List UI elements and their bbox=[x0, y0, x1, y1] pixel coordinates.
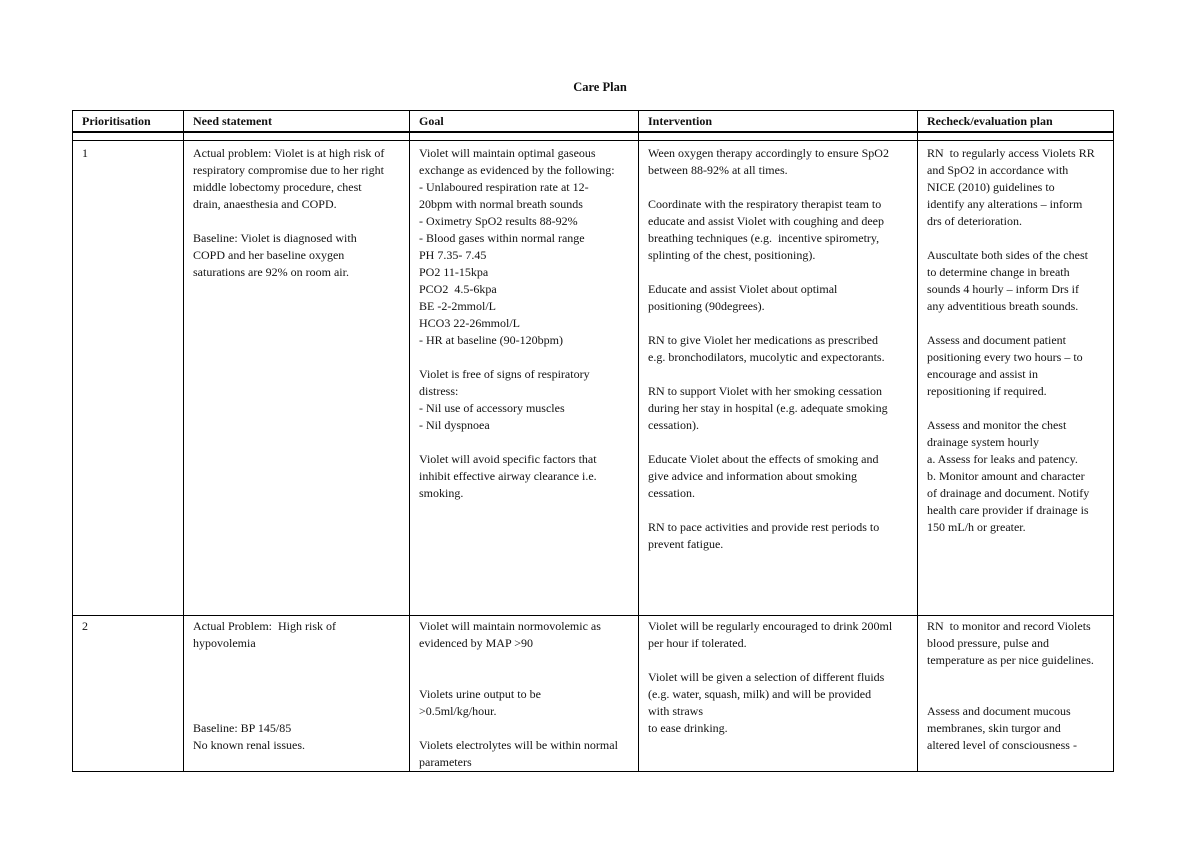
cell-text-line: - Blood gases within normal range bbox=[419, 231, 585, 245]
cell-text-line: inhibit effective airway clearance i.e. bbox=[419, 469, 597, 483]
cell-text-line: a. Assess for leaks and patency. bbox=[927, 452, 1078, 466]
cell-text-line: of drainage and document. Notify bbox=[927, 486, 1090, 500]
cell-text-line bbox=[648, 502, 911, 519]
cell-text-line: positioning (90degrees). bbox=[648, 299, 765, 313]
cell-text-line: Violet will maintain optimal gaseous bbox=[419, 146, 596, 160]
cell-text-line: drs of deterioration. bbox=[927, 214, 1022, 228]
cell-text-line: RN to monitor and record Violets bbox=[927, 619, 1091, 633]
cell-text-line: Actual problem: Violet is at high risk of bbox=[193, 146, 385, 160]
cell-text-line bbox=[193, 669, 403, 686]
cell-text-line: - Unlaboured respiration rate at 12- bbox=[419, 180, 589, 194]
cell-text-line: distress: bbox=[419, 384, 459, 398]
cell-text-line: respiratory compromise due to her right bbox=[193, 163, 384, 177]
cell-text-line: - HR at baseline (90-120bpm) bbox=[419, 333, 563, 347]
cell-text-line: encourage and assist in bbox=[927, 367, 1038, 381]
need-statement-cell bbox=[184, 616, 410, 772]
care-plan-table bbox=[72, 110, 1114, 772]
cell-text-line bbox=[648, 315, 911, 332]
cell-text-line bbox=[419, 720, 632, 737]
cell-text-line: Assess and document patient bbox=[927, 333, 1066, 347]
cell-text-line: NICE (2010) guidelines to bbox=[927, 180, 1055, 194]
cell-text-line: Ween oxygen therapy accordingly to ensure SpO2 bbox=[648, 146, 889, 160]
cell-text-line: (e.g. water, squash, milk) and will be provided bbox=[648, 687, 872, 701]
priority-cell: 1 bbox=[73, 141, 184, 616]
cell-text-line bbox=[193, 686, 403, 703]
cell-text-line: e.g. bronchodilators, mucolytic and expectorants. bbox=[648, 350, 885, 364]
cell-text-line: PO2 11-15kpa bbox=[419, 265, 489, 279]
cell-text-line bbox=[927, 686, 1107, 703]
cell-text-line: Assess and document mucous bbox=[927, 704, 1071, 718]
cell-text-line: RN to give Violet her medications as prescribed bbox=[648, 333, 878, 347]
cell-text-line: b. Monitor amount and character bbox=[927, 469, 1085, 483]
cell-text-line bbox=[648, 366, 911, 383]
cell-text-line: Violet is free of signs of respiratory bbox=[419, 367, 590, 381]
cell-text-line: health care provider if drainage is bbox=[927, 503, 1089, 517]
cell-text-line: cessation). bbox=[648, 418, 699, 432]
cell-text-line: Violet will be given a selection of different fluids bbox=[648, 670, 885, 684]
header-prioritisation: Prioritisation bbox=[73, 111, 184, 133]
header-intervention: Intervention bbox=[639, 111, 918, 133]
evaluation-cell bbox=[918, 616, 1114, 772]
cell-text-line: educate and assist Violet with coughing and deep bbox=[648, 214, 884, 228]
cell-text-line: Violet will be regularly encouraged to drink 200ml bbox=[648, 619, 893, 633]
cell-text-line: Violet will avoid specific factors that bbox=[419, 452, 597, 466]
cell-text-line: drain, anaesthesia and COPD. bbox=[193, 197, 337, 211]
cell-text-line: cessation. bbox=[648, 486, 695, 500]
intervention-cell bbox=[639, 141, 918, 616]
cell-text-line: Assess and monitor the chest bbox=[927, 418, 1067, 432]
cell-text-line: Coordinate with the respiratory therapist team to bbox=[648, 197, 882, 211]
header-need-statement: Need statement bbox=[184, 111, 410, 133]
cell-text-line: with straws bbox=[648, 704, 703, 718]
cell-text-line bbox=[648, 264, 911, 281]
cell-text-line: sounds 4 hourly – inform Drs if bbox=[927, 282, 1079, 296]
cell-text-line: positioning every two hours – to bbox=[927, 350, 1083, 364]
cell-text-line bbox=[193, 652, 403, 669]
cell-text-line: Educate Violet about the effects of smoking and bbox=[648, 452, 879, 466]
cell-text-line: >0.5ml/kg/hour. bbox=[419, 704, 497, 718]
cell-text-line: drainage system hourly bbox=[927, 435, 1039, 449]
cell-text-line: No known renal issues. bbox=[193, 738, 305, 752]
cell-text-line: breathing techniques (e.g. incentive spirometry, bbox=[648, 231, 880, 245]
cell-text-line: Violets urine output to be bbox=[419, 687, 541, 701]
cell-text-line: any adventitious breath sounds. bbox=[927, 299, 1079, 313]
cell-text-line: hypovolemia bbox=[193, 636, 256, 650]
cell-text-line bbox=[648, 652, 911, 669]
cell-text-line: - Oximetry SpO2 results 88-92% bbox=[419, 214, 578, 228]
cell-text-line: repositioning if required. bbox=[927, 384, 1047, 398]
cell-text-line: - Nil dyspnoea bbox=[419, 418, 490, 432]
table-row bbox=[73, 141, 1114, 616]
cell-text-line: between 88-92% at all times. bbox=[648, 163, 788, 177]
cell-text-line: to ease drinking. bbox=[648, 721, 728, 735]
cell-text-line bbox=[927, 400, 1107, 417]
cell-text-line: membranes, skin turgor and bbox=[927, 721, 1061, 735]
cell-text-line bbox=[648, 179, 911, 196]
cell-text-line: Auscultate both sides of the chest bbox=[927, 248, 1088, 262]
cell-text-line: saturations are 92% on room air. bbox=[193, 265, 349, 279]
cell-text-line: - Nil use of accessory muscles bbox=[419, 401, 565, 415]
cell-text-line: PH 7.35- 7.45 bbox=[419, 248, 487, 262]
cell-text-line: Actual Problem: High risk of bbox=[193, 619, 336, 633]
cell-text-line bbox=[419, 669, 632, 686]
cell-text-line: Educate and assist Violet about optimal bbox=[648, 282, 838, 296]
cell-text-line: Violets electrolytes will be within normal bbox=[419, 738, 618, 752]
goal-cell bbox=[410, 141, 639, 616]
cell-text-line bbox=[193, 213, 403, 230]
cell-text-line bbox=[927, 230, 1107, 247]
page-title: Care Plan bbox=[573, 80, 627, 94]
cell-text-line: per hour if tolerated. bbox=[648, 636, 747, 650]
cell-text-line: Baseline: BP 145/85 bbox=[193, 721, 292, 735]
cell-text-line: to determine change in breath bbox=[927, 265, 1070, 279]
cell-text-line: RN to regularly access Violets RR bbox=[927, 146, 1095, 160]
cell-text-line bbox=[927, 669, 1107, 686]
cell-text-line: RN to pace activities and provide rest periods to bbox=[648, 520, 880, 534]
cell-text-line: during her stay in hospital (e.g. adequate smoking bbox=[648, 401, 888, 415]
cell-text-line: evidenced by MAP >90 bbox=[419, 636, 533, 650]
cell-text-line: give advice and information about smoking bbox=[648, 469, 857, 483]
cell-text-line bbox=[419, 349, 632, 366]
cell-text-line: smoking. bbox=[419, 486, 464, 500]
cell-text-line: RN to support Violet with her smoking cessation bbox=[648, 384, 883, 398]
cell-text-line: exchange as evidenced by the following: bbox=[419, 163, 615, 177]
cell-text-line: HCO3 22-26mmol/L bbox=[419, 316, 520, 330]
cell-text-line: middle lobectomy procedure, chest bbox=[193, 180, 362, 194]
goal-cell bbox=[410, 616, 639, 772]
intervention-cell bbox=[639, 616, 918, 772]
table-header-row bbox=[73, 111, 1114, 133]
cell-text-line: temperature as per nice guidelines. bbox=[927, 653, 1094, 667]
cell-text-line: Baseline: Violet is diagnosed with bbox=[193, 231, 357, 245]
cell-text-line: altered level of consciousness - bbox=[927, 738, 1077, 752]
header-evaluation-plan: Recheck/evaluation plan bbox=[918, 111, 1114, 133]
priority-cell: 2 bbox=[73, 616, 184, 772]
cell-text-line: Violet will maintain normovolemic as bbox=[419, 619, 601, 633]
cell-text-line: splinting of the chest, positioning). bbox=[648, 248, 816, 262]
cell-text-line: blood pressure, pulse and bbox=[927, 636, 1049, 650]
cell-text-line: 150 mL/h or greater. bbox=[927, 520, 1026, 534]
cell-text-line: parameters bbox=[419, 755, 472, 769]
cell-text-line bbox=[193, 703, 403, 720]
table-row bbox=[73, 616, 1114, 772]
cell-text-line bbox=[419, 434, 632, 451]
header-spacer-row bbox=[73, 132, 1114, 141]
cell-text-line: COPD and her baseline oxygen bbox=[193, 248, 345, 262]
need-statement-cell bbox=[184, 141, 410, 616]
cell-text-line: 20bpm with normal breath sounds bbox=[419, 197, 583, 211]
cell-text-line bbox=[419, 652, 632, 669]
header-goal: Goal bbox=[410, 111, 639, 133]
evaluation-cell bbox=[918, 141, 1114, 616]
cell-text-line bbox=[927, 315, 1107, 332]
cell-text-line: and SpO2 in accordance with bbox=[927, 163, 1069, 177]
cell-text-line: identify any alterations – inform bbox=[927, 197, 1083, 211]
cell-text-line: BE -2-2mmol/L bbox=[419, 299, 496, 313]
cell-text-line: prevent fatigue. bbox=[648, 537, 724, 551]
cell-text-line bbox=[648, 434, 911, 451]
cell-text-line: PCO2 4.5-6kpa bbox=[419, 282, 497, 296]
